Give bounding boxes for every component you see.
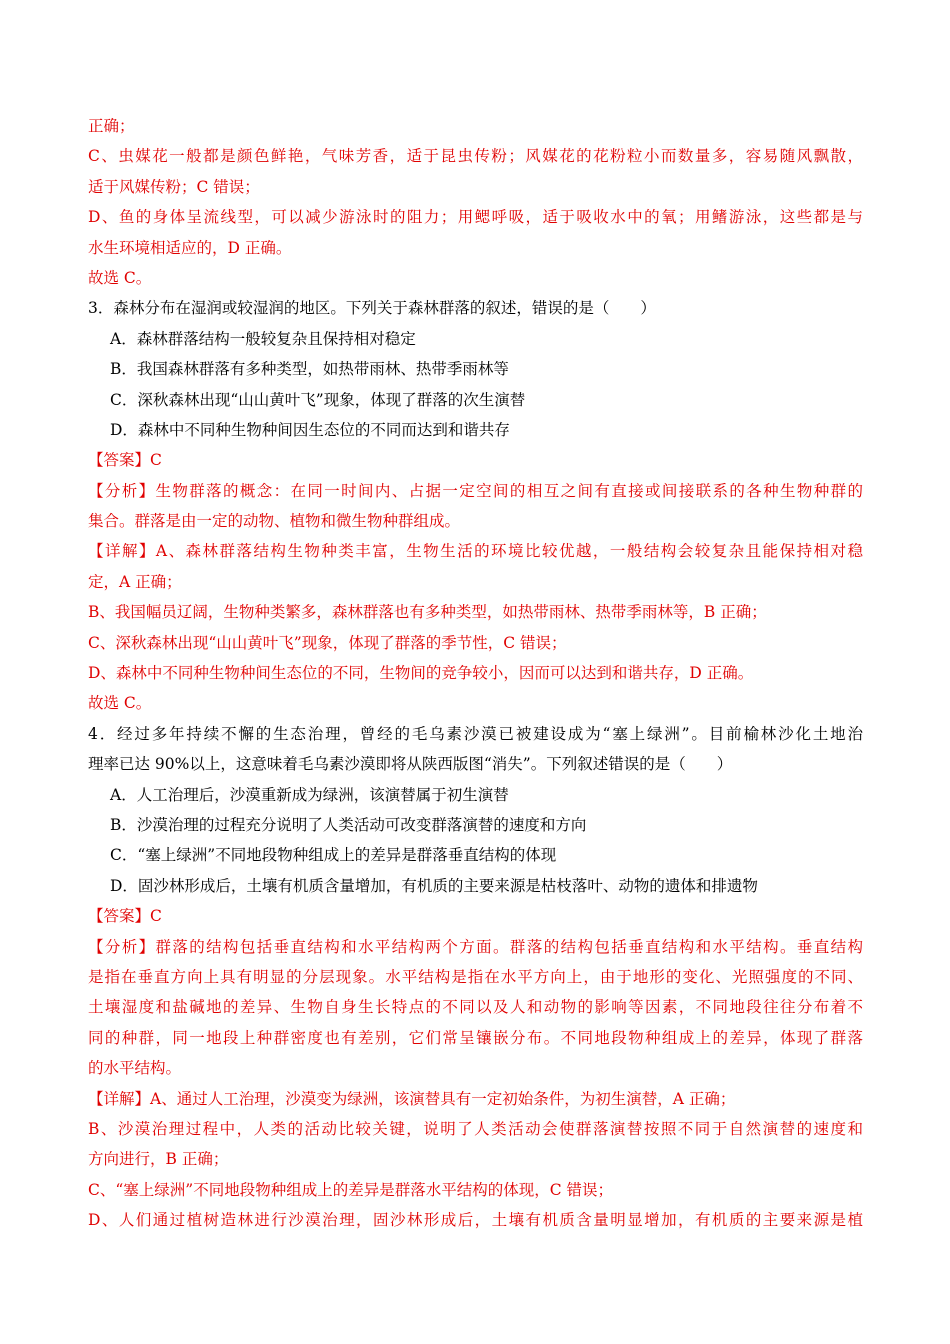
q3-stem: 3．森林分布在湿润或较湿润的地区。下列关于森林群落的叙述，错误的是（ ） <box>88 299 656 318</box>
q4-detail-line: D、人们通过植树造林进行沙漠治理，固沙林形成后，土壤有机质含量明显增加，有机质的主要来源是植 <box>88 1211 863 1230</box>
q3-detail-line: 定，A 正确； <box>88 572 182 591</box>
q3-analysis-line <box>88 476 863 506</box>
detail-tag: 【详解】 <box>88 542 156 561</box>
q4-detail-line <box>88 1084 863 1114</box>
q4-detail-line: 方向进行，B 正确； <box>88 1150 229 1169</box>
q4-option-c: C．“塞上绿洲”不同地段物种组成上的差异是群落垂直结构的体现 <box>110 846 557 865</box>
q4-analysis-line: 同的种群，同一地段上种群密度也有差别，它们常呈镶嵌分布。不同地段物种组成上的差异，体现了群落 <box>88 1028 863 1047</box>
q2-detail-line: 正确； <box>88 117 135 135</box>
q4-analysis-line <box>88 932 863 962</box>
analysis-text: 生物群落的概念：在同一时间内、占据一定空间的相互之间有直接或间接联系的各种生物种群的 <box>155 481 863 500</box>
q3-answer <box>88 445 863 475</box>
q2-conclusion: 故选 C。 <box>88 268 152 287</box>
q4-analysis-line: 土壤湿度和盐碱地的差异、生物自身生长特点的不同以及人和动物的影响等因素，不同地段往往分布着不 <box>88 998 863 1017</box>
answer-value: C <box>150 451 162 470</box>
q4-stem-line: 4．经过多年持续不懈的生态治理，曾经的毛乌素沙漠已被建设成为“塞上绿洲”。目前榆林沙化土地治 <box>88 724 863 743</box>
q3-option-b: B．我国森林群落有多种类型，如热带雨林、热带季雨林等 <box>110 360 509 379</box>
answer-value: C <box>150 907 162 926</box>
page-content <box>88 111 863 1235</box>
q3-conclusion: 故选 C。 <box>88 694 152 713</box>
q4-stem-line: 理率已达 90%以上，这意味着毛乌素沙漠即将从陕西版图“消失”。下列叙述错误的是（ ） <box>88 755 733 774</box>
answer-tag: 【答案】 <box>88 451 151 470</box>
q3-detail-line <box>88 536 863 566</box>
q4-analysis-line: 是指在垂直方向上具有明显的分层现象。水平结构是指在水平方向上，由于地形的变化、光照强度的不同、 <box>88 967 863 986</box>
q3-option-c: C．深秋森林出现“山山黄叶飞”现象，体现了群落的次生演替 <box>110 390 526 409</box>
q3-option-a: A．森林群落结构一般较复杂且保持相对稳定 <box>110 329 416 348</box>
q2-detail-line: C、虫媒花一般都是颜色鲜艳，气味芳香，适于昆虫传粉；风媒花的花粉粒小而数量多，容易随风飘散， <box>88 147 863 166</box>
q4-detail-line: C、“塞上绿洲”不同地段物种组成上的差异是群落水平结构的体现，C 错误； <box>88 1180 613 1199</box>
q2-detail-line: 水生环境相适应的，D 正确。 <box>88 238 292 257</box>
q4-answer <box>88 901 863 931</box>
detail-text: A、森林群落结构生物种类丰富，生物生活的环境比较优越，一般结构会较复杂且能保持相对稳 <box>155 542 863 561</box>
analysis-text: 群落的结构包括垂直结构和水平结构两个方面。群落的结构包括垂直结构和水平结构。垂直结构 <box>155 937 863 956</box>
q3-analysis-line: 集合。群落是由一定的动物、植物和微生物种群组成。 <box>88 512 461 531</box>
q4-option-b: B．沙漠治理的过程充分说明了人类活动可改变群落演替的速度和方向 <box>110 815 587 834</box>
answer-tag: 【答案】 <box>88 907 151 926</box>
q3-detail-line: D、森林中不同种生物种间生态位的不同，生物间的竞争较小，因而可以达到和谐共存，D 正确。 <box>88 664 754 683</box>
q3-option-d: D．森林中不同种生物种间因生态位的不同而达到和谐共存 <box>110 420 510 439</box>
q3-detail-line: B、我国幅员辽阔，生物种类繁多，森林群落也有多种类型，如热带雨林、热带季雨林等，B 正确； <box>88 603 767 622</box>
q2-detail-line: D、鱼的身体呈流线型，可以减少游泳时的阻力；用鳃呼吸，适于吸收水中的氧；用鳍游泳，这些都是与 <box>88 208 863 227</box>
q4-option-a: A．人工治理后，沙漠重新成为绿洲，该演替属于初生演替 <box>110 785 509 804</box>
q4-detail-line: B、沙漠治理过程中，人类的活动比较关键，说明了人类活动会使群落演替按照不同于自然演替的速度和 <box>88 1119 863 1138</box>
q3-detail-line: C、深秋森林出现“山山黄叶飞”现象，体现了群落的季节性，C 错误； <box>88 633 567 652</box>
detail-text: A、通过人工治理，沙漠变为绿洲，该演替具有一定初始条件，为初生演替，A 正确； <box>150 1089 736 1108</box>
q4-analysis-line: 的水平结构。 <box>88 1059 182 1078</box>
analysis-tag: 【分析】 <box>88 481 156 500</box>
q4-option-d: D．固沙林形成后，土壤有机质含量增加，有机质的主要来源是枯枝落叶、动物的遗体和排遗物 <box>110 876 758 895</box>
analysis-tag: 【分析】 <box>88 937 156 956</box>
detail-tag: 【详解】 <box>88 1089 151 1108</box>
q2-detail-line: 适于风媒传粉；C 错误； <box>88 177 260 196</box>
